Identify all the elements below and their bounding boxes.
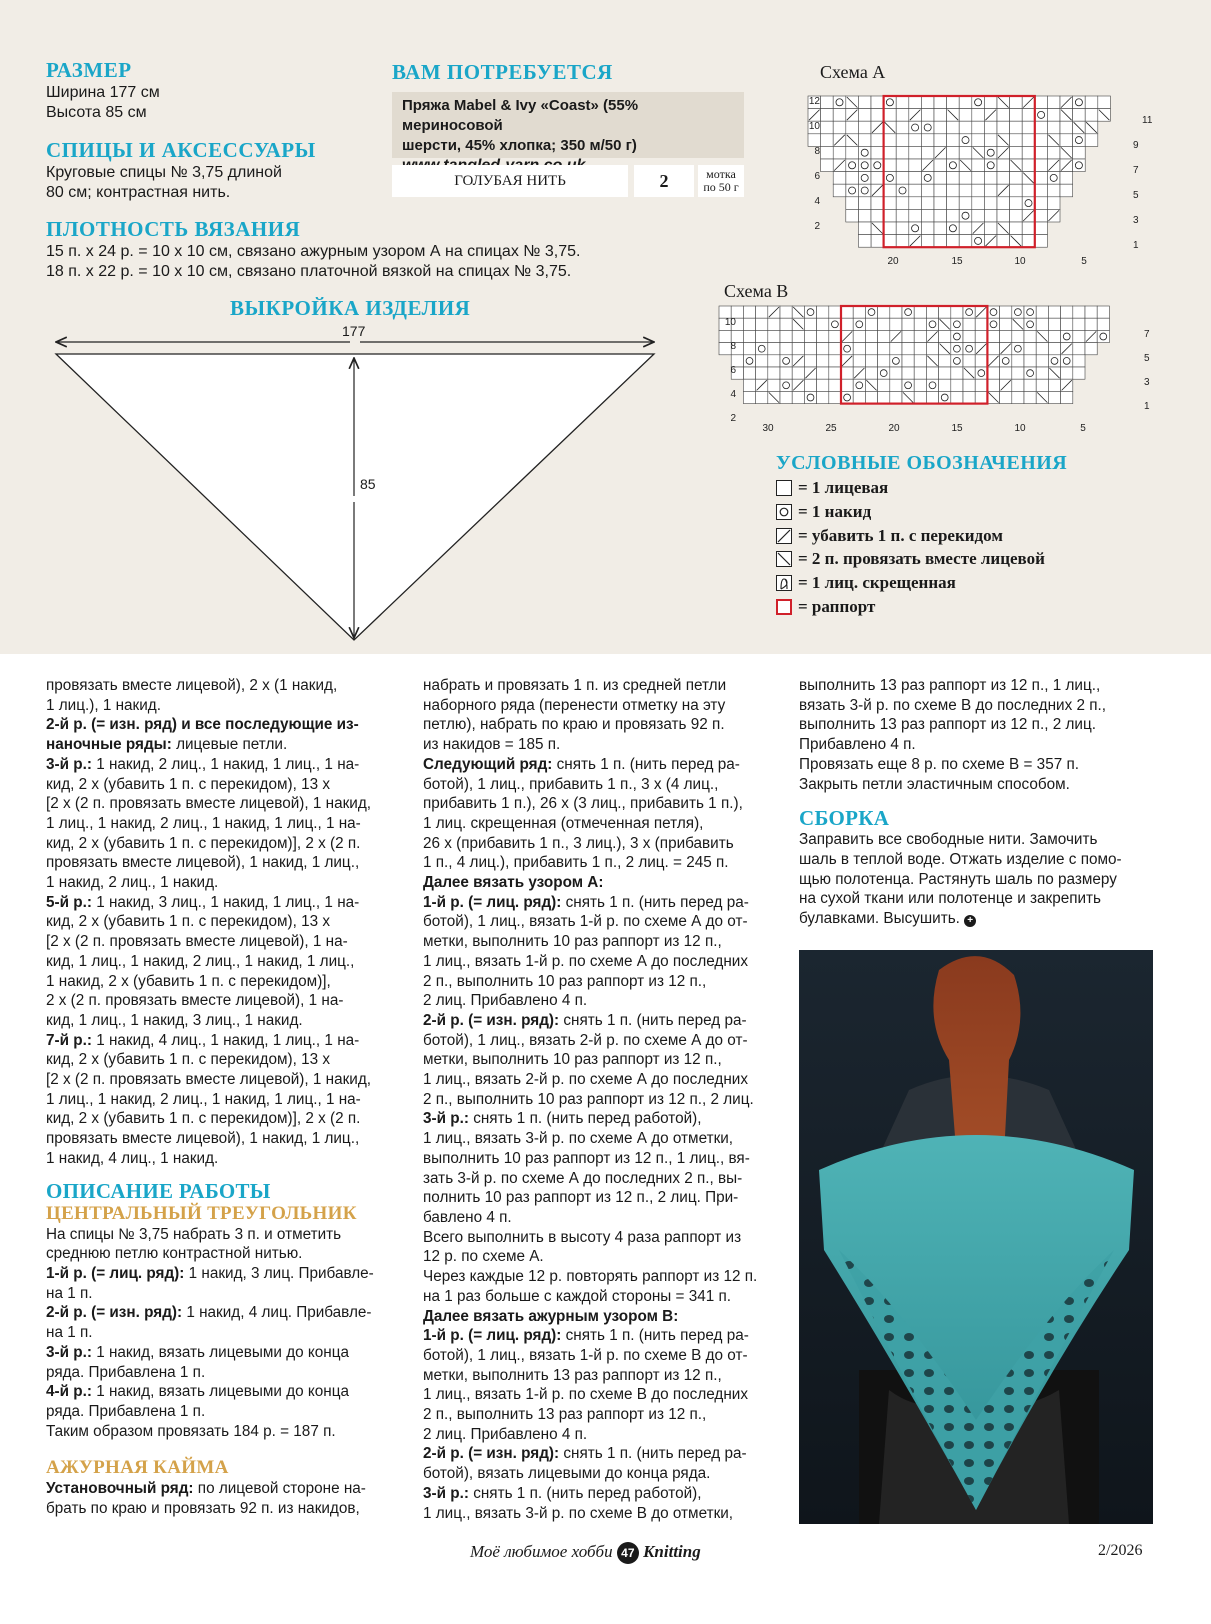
text-line bbox=[46, 1343, 404, 1363]
chart-b-grid bbox=[719, 306, 1109, 404]
legend-repeat bbox=[776, 597, 875, 617]
legend-label: = 1 лиц. скрещенная bbox=[798, 573, 956, 592]
row-label: 2-й р. (= изн. ряд): bbox=[423, 1445, 560, 1463]
row-label: 1-й р. (= лиц. ряд): bbox=[423, 893, 562, 911]
text-line: на 1 раз больше с каждой стороны = 341 п. bbox=[423, 1287, 732, 1305]
chart-a-row-label: 8 bbox=[814, 146, 820, 157]
pattern-heading: ВЫКРОЙКА ИЗДЕЛИЯ bbox=[230, 296, 471, 320]
text-line: петлю), набрать по краю и провязать 92 п. bbox=[423, 716, 725, 734]
yarn-unit bbox=[698, 165, 744, 197]
row-text: булавками. Высушить. bbox=[799, 910, 960, 928]
text-line: кид, 2 х (убавить 1 п. с перекидом)], 2 х (2 п. bbox=[46, 1110, 361, 1128]
pattern-diagram bbox=[40, 320, 670, 650]
chart-b-col-label: 30 bbox=[762, 423, 774, 434]
chart-a-col-label: 15 bbox=[951, 256, 963, 267]
pattern-height-label: 85 bbox=[360, 476, 376, 492]
text-line bbox=[46, 1382, 404, 1402]
chart-a bbox=[800, 90, 1153, 270]
text-line: ряда. Прибавлена 1 п. bbox=[46, 1363, 206, 1381]
magazine-subtitle: Knitting bbox=[643, 1542, 701, 1561]
text-line: метки, выполнить 10 раз раппорт из 12 п., bbox=[423, 1051, 722, 1069]
text-line: 2 х (2 п. провязать вместе лицевой), 1 на- bbox=[46, 992, 344, 1010]
text-line: ботой), 1 лиц., прибавить 1 п., 3 х (4 лиц., bbox=[423, 775, 719, 793]
text-line: наборного ряда (перенести отметку на эту bbox=[423, 696, 726, 714]
text-line: кид, 1 лиц., 1 накид, 3 лиц., 1 накид. bbox=[46, 1011, 303, 1029]
chart-b-row-label: 5 bbox=[1144, 353, 1150, 364]
chart-b-row-label: 10 bbox=[724, 317, 736, 328]
twisted-knit-icon bbox=[776, 575, 792, 591]
chart-a-col-label: 5 bbox=[1081, 256, 1087, 267]
row-text: 1 накид, 3 лиц. Прибавле- bbox=[184, 1264, 374, 1282]
row-text: 1 накид, 3 лиц., 1 накид, 1 лиц., 1 на- bbox=[91, 893, 360, 911]
text-line: 1 лиц., вязать 3-й р. по схеме А до отметки, bbox=[423, 1130, 734, 1148]
yarn-color: ГОЛУБАЯ НИТЬ bbox=[392, 165, 628, 197]
legend-label: = 1 накид bbox=[798, 502, 872, 521]
yarn-unit-line1: мотка bbox=[706, 167, 736, 181]
text-line: Через каждые 12 р. повторять раппорт из 12 п. bbox=[423, 1268, 758, 1286]
text-line: метки, выполнить 13 раз раппорт из 12 п., bbox=[423, 1366, 722, 1384]
text-line: провязать вместе лицевой), 1 накид, 1 лиц., bbox=[46, 854, 360, 872]
row-label: 1-й р. (= лиц. ряд): bbox=[423, 1327, 562, 1345]
row-label: 3-й р.: bbox=[423, 1110, 469, 1128]
text-column-2 bbox=[423, 676, 773, 1523]
chart-a-row-label: 12 bbox=[808, 96, 820, 107]
legend-twisted bbox=[776, 573, 956, 593]
chart-b-col-label: 15 bbox=[951, 423, 963, 434]
text-line: 2-й р. (= изн. ряд) и все последующие из- bbox=[46, 716, 359, 734]
row-text: по лицевой стороне на- bbox=[193, 1480, 366, 1498]
legend-yo bbox=[776, 502, 871, 522]
section-heading: ОПИСАНИЕ РАБОТЫ bbox=[46, 1178, 271, 1203]
row-label: 2-й р. (= изн. ряд): bbox=[423, 1011, 560, 1029]
text-line: набрать и провязать 1 п. из средней петли bbox=[423, 677, 727, 694]
row-text: снять 1 п. (нить перед работой), bbox=[468, 1484, 702, 1502]
row-label: 1-й р. (= лиц. ряд): bbox=[46, 1264, 185, 1282]
row-text: 1 накид, 2 лиц., 1 накид, 1 лиц., 1 на- bbox=[91, 755, 360, 773]
text-line: кид, 2 х (убавить 1 п. с перекидом), 13 х bbox=[46, 1051, 330, 1069]
text-line bbox=[423, 1326, 773, 1346]
text-line: 2 п., выполнить 10 раз раппорт из 12 п., 2 лиц. bbox=[423, 1090, 754, 1108]
text-line: Далее вязать узором А: bbox=[423, 874, 604, 892]
legend-ssk bbox=[776, 526, 1003, 546]
text-line: 1 лиц., 1 накид, 2 лиц., 1 накид, 1 лиц., 1 на- bbox=[46, 1090, 361, 1108]
gauge-line2: 18 п. х 22 р. = 10 х 10 см, связано платочной вязкой на спицах № 3,75. bbox=[46, 263, 572, 280]
shawl-triangle bbox=[56, 354, 654, 640]
row-label: Установочный ряд: bbox=[46, 1480, 194, 1498]
row-label: Следующий ряд: bbox=[423, 755, 553, 773]
text-line: 1 лиц., вязать 1-й р. по схеме В до последних bbox=[423, 1386, 748, 1404]
section-heading: СБОРКА bbox=[799, 806, 890, 831]
text-line: Далее вязать ажурным узором В: bbox=[423, 1307, 679, 1325]
row-label: 3-й р.: bbox=[46, 755, 92, 773]
row-label: 3-й р.: bbox=[46, 1343, 92, 1361]
chart-b-row-label: 3 bbox=[1144, 377, 1150, 388]
text-line: Провязать еще 8 р. по схеме В = 357 п. bbox=[799, 755, 1079, 773]
row-text: снять 1 п. (нить перед ра- bbox=[552, 755, 740, 773]
text-line: ботой), 1 лиц., вязать 1-й р. по схеме В до от- bbox=[423, 1346, 748, 1364]
needles-section bbox=[46, 140, 316, 203]
text-line: 2 п., выполнить 10 раз раппорт из 12 п., bbox=[423, 972, 707, 990]
chart-a-row-label: 3 bbox=[1133, 215, 1139, 226]
row-label: 5-й р.: bbox=[46, 893, 92, 911]
text-line: 1 лиц., вязать 3-й р. по схеме В до отметки, bbox=[423, 1504, 734, 1522]
repeat-icon bbox=[776, 599, 792, 615]
yarn-line1: Пряжа Mabel & Ivy «Coast» (55% мериносовой bbox=[402, 97, 639, 134]
text-line: 2 п., выполнить 13 раз раппорт из 12 п., bbox=[423, 1406, 707, 1424]
text-line: брать по краю и провязать 92 п. из накидов, bbox=[46, 1500, 360, 1518]
text-line: 1 лиц. скрещенная (отмеченная петля), bbox=[423, 814, 704, 832]
chart-a-title: Схема А bbox=[820, 62, 886, 82]
text-line: Прибавлено 4 п. bbox=[799, 736, 916, 754]
text-line: на 1 п. bbox=[46, 1284, 93, 1302]
text-line bbox=[46, 755, 404, 775]
text-line: провязать вместе лицевой), 2 х (1 накид, bbox=[46, 677, 338, 694]
text-line: ряда. Прибавлена 1 п. bbox=[46, 1402, 206, 1420]
text-line: на 1 п. bbox=[46, 1324, 93, 1342]
yarn-qty: 2 bbox=[634, 165, 694, 197]
text-line bbox=[423, 1011, 773, 1031]
gauge-line1: 15 п. х 24 р. = 10 х 10 см, связано ажурным узором А на спицах № 3,75. bbox=[46, 243, 581, 260]
text-line: полнить 10 раз раппорт из 12 п., 2 лиц. При- bbox=[423, 1189, 739, 1207]
text-line bbox=[423, 1484, 773, 1504]
chart-b-col-label: 10 bbox=[1014, 423, 1026, 434]
row-text: снять 1 п. (нить перед работой), bbox=[468, 1110, 702, 1128]
legend-label: = убавить 1 п. с перекидом bbox=[798, 526, 1003, 545]
text-line: выполнить 13 раз раппорт из 12 п., 2 лиц. bbox=[799, 716, 1096, 734]
chart-a-row-label: 9 bbox=[1133, 140, 1139, 151]
row-text: 1 накид, вязать лицевыми до конца bbox=[91, 1343, 349, 1361]
legend-knit bbox=[776, 478, 888, 498]
legend-label: = 2 п. провязать вместе лицевой bbox=[798, 549, 1045, 568]
chart-b-row-label: 4 bbox=[730, 389, 736, 400]
chart-a-col-label: 10 bbox=[1014, 256, 1026, 267]
text-line: 26 х (прибавить 1 п., 3 лиц.), 3 х (прибавить bbox=[423, 834, 734, 852]
chart-a-row-label: 5 bbox=[1133, 190, 1139, 201]
size-width: Ширина 177 см bbox=[46, 84, 160, 101]
text-column-1 bbox=[46, 676, 404, 1519]
text-line: На спицы № 3,75 набрать 3 п. и отметить bbox=[46, 1225, 342, 1243]
chart-b-row-label: 7 bbox=[1144, 329, 1150, 340]
text-line bbox=[423, 893, 773, 913]
text-line: ботой), 1 лиц., вязать 1-й р. по схеме А до от- bbox=[423, 913, 748, 931]
chart-b-col-label: 25 bbox=[825, 423, 837, 434]
chart-a-row-label: 10 bbox=[808, 121, 820, 132]
text-line: кид, 2 х (убавить 1 п. с перекидом), 13 х bbox=[46, 913, 330, 931]
subsection-heading: АЖУРНАЯ КАЙМА bbox=[46, 1457, 229, 1479]
chart-b-row-label: 1 bbox=[1144, 401, 1150, 412]
needles-heading: СПИЦЫ И АКСЕССУАРЫ bbox=[46, 138, 316, 162]
page-number-badge: 47 bbox=[617, 1542, 639, 1564]
row-label: наночные ряды: bbox=[46, 736, 172, 754]
text-line: шаль в теплой воде. Отжать изделие с помо- bbox=[799, 850, 1122, 868]
row-text: лицевые петли. bbox=[171, 736, 288, 754]
chart-b-col-label: 20 bbox=[888, 423, 900, 434]
gauge-section bbox=[46, 219, 580, 282]
chart-a-row-label: 6 bbox=[814, 171, 820, 182]
text-line: 1 накид, 2 лиц., 1 накид. bbox=[46, 874, 219, 892]
chart-b bbox=[716, 312, 1156, 440]
pattern-width-label: 177 bbox=[342, 323, 366, 339]
yarn-unit-line2: по 50 г bbox=[703, 180, 739, 194]
text-line: 12 р. по схеме А. bbox=[423, 1248, 544, 1266]
text-line: [2 х (2 п. провязать вместе лицевой), 1 на- bbox=[46, 933, 348, 951]
text-line: провязать вместе лицевой), 1 накид, 1 лиц., bbox=[46, 1130, 360, 1148]
chart-b-row-label: 6 bbox=[730, 365, 736, 376]
yarn-box bbox=[392, 92, 744, 158]
text-line bbox=[46, 1031, 404, 1051]
ssk-icon bbox=[776, 528, 792, 544]
end-mark-icon: + bbox=[964, 915, 976, 927]
chart-a-row-label: 11 bbox=[1142, 115, 1153, 126]
text-line: Заправить все свободные нити. Замочить bbox=[799, 831, 1098, 849]
subsection-heading: ЦЕНТРАЛЬНЫЙ ТРЕУГОЛЬНИК bbox=[46, 1202, 357, 1224]
size-section bbox=[46, 60, 160, 123]
text-line: зать 3-й р. по схеме А до последних 2 п., вы- bbox=[423, 1169, 743, 1187]
legend-heading: УСЛОВНЫЕ ОБОЗНАЧЕНИЯ bbox=[776, 452, 1068, 474]
yarn-over-icon bbox=[776, 504, 792, 520]
text-line: [2 х (2 п. провязать вместе лицевой), 1 накид, bbox=[46, 795, 371, 813]
chart-a-row-label: 7 bbox=[1133, 165, 1139, 176]
text-line: 2 лиц. Прибавлено 4 п. bbox=[423, 992, 588, 1010]
text-line: 2 лиц. Прибавлено 4 п. bbox=[423, 1425, 588, 1443]
text-line: 1 лиц., 1 накид, 2 лиц., 1 накид, 1 лиц., 1 на- bbox=[46, 814, 361, 832]
text-line: 1 накид, 2 х (убавить 1 п. с перекидом)], bbox=[46, 972, 331, 990]
text-line bbox=[423, 1444, 773, 1464]
needles-line2: 80 см; контрастная нить. bbox=[46, 184, 231, 201]
row-label: 2-й р. (= изн. ряд): bbox=[46, 1304, 183, 1322]
text-line bbox=[46, 893, 404, 913]
text-line: метки, выполнить 10 раз раппорт из 12 п., bbox=[423, 933, 722, 951]
row-text: 1 накид, 4 лиц. Прибавле- bbox=[182, 1304, 372, 1322]
chart-a-row-label: 1 bbox=[1133, 240, 1139, 251]
row-label: 4-й р.: bbox=[46, 1383, 92, 1401]
chart-b-row-label: 2 bbox=[730, 413, 736, 424]
text-line: кид, 2 х (убавить 1 п. с перекидом)], 2 х (2 п. bbox=[46, 834, 361, 852]
legend-label: = 1 лицевая bbox=[798, 478, 889, 497]
text-line: Таким образом провязать 184 р. = 187 п. bbox=[46, 1422, 336, 1440]
legend-k2tog bbox=[776, 549, 1045, 569]
text-line: среднюю петлю контрастной нитью. bbox=[46, 1245, 303, 1263]
text-line: ботой), 1 лиц., вязать 2-й р. по схеме А до от- bbox=[423, 1031, 748, 1049]
row-label: 7-й р.: bbox=[46, 1031, 92, 1049]
gauge-heading: ПЛОТНОСТЬ ВЯЗАНИЯ bbox=[46, 217, 301, 241]
text-line: 1 лиц., вязать 1-й р. по схеме А до последних bbox=[423, 952, 748, 970]
row-text: снять 1 п. (нить перед ра- bbox=[559, 1445, 747, 1463]
text-line bbox=[46, 1264, 404, 1284]
text-line bbox=[799, 909, 1169, 929]
footer-magazine bbox=[470, 1542, 701, 1564]
row-text: снять 1 п. (нить перед ра- bbox=[561, 893, 749, 911]
text-line: из накидов = 185 п. bbox=[423, 736, 561, 754]
chart-a-col-label: 20 bbox=[887, 256, 899, 267]
text-line: выполнить 13 раз раппорт из 12 п., 1 лиц., bbox=[799, 677, 1101, 694]
k2tog-icon bbox=[776, 551, 792, 567]
knit-symbol-icon bbox=[776, 480, 792, 496]
size-heading: РАЗМЕР bbox=[46, 58, 132, 82]
chart-a-grid bbox=[808, 96, 1110, 247]
text-line: ботой), вязать лицевыми до конца ряда. bbox=[423, 1465, 711, 1483]
text-line bbox=[423, 755, 773, 775]
chart-b-col-label: 5 bbox=[1080, 423, 1086, 434]
text-line: вязать 3-й р. по схеме В до последних 2 п., bbox=[799, 696, 1107, 714]
legend-label: = раппорт bbox=[798, 597, 876, 616]
text-line: прибавить 1 п.), 26 х (3 лиц., прибавить 1 п.), bbox=[423, 795, 743, 813]
row-text: 1 накид, вязать лицевыми до конца bbox=[91, 1383, 349, 1401]
text-column-3 bbox=[799, 676, 1169, 929]
text-line bbox=[423, 1109, 773, 1129]
text-line: 1 лиц.), 1 накид. bbox=[46, 696, 161, 714]
text-line bbox=[46, 1303, 404, 1323]
text-line: Всего выполнить в высоту 4 раза раппорт из bbox=[423, 1228, 742, 1246]
row-text: 1 накид, 4 лиц., 1 накид, 1 лиц., 1 на- bbox=[91, 1031, 360, 1049]
text-line bbox=[46, 735, 404, 755]
text-line: на сухой ткани или полотенце и закрепить bbox=[799, 890, 1102, 908]
row-text: снять 1 п. (нить перед ра- bbox=[561, 1327, 749, 1345]
materials-heading: ВАМ ПОТРЕБУЕТСЯ bbox=[392, 60, 613, 84]
chart-a-row-label: 4 bbox=[814, 196, 820, 207]
shawl-photo bbox=[799, 950, 1153, 1524]
chart-b-title: Схема В bbox=[724, 281, 789, 301]
text-line bbox=[46, 1479, 404, 1499]
needles-line1: Круговые спицы № 3,75 длиной bbox=[46, 164, 282, 181]
yarn-line2: шерсти, 45% хлопка; 350 м/50 г) bbox=[402, 137, 637, 154]
text-line: кид, 2 х (убавить 1 п. с перекидом), 13 х bbox=[46, 775, 330, 793]
issue-number: 2/2026 bbox=[1098, 1542, 1143, 1559]
text-line: кид, 1 лиц., 1 накид, 2 лиц., 1 накид, 1 лиц., bbox=[46, 952, 355, 970]
magazine-name: Моё любимое хобби bbox=[470, 1542, 613, 1561]
row-text: снять 1 п. (нить перед ра- bbox=[559, 1011, 747, 1029]
row-label: 3-й р.: bbox=[423, 1484, 469, 1502]
chart-b-row-label: 8 bbox=[730, 341, 736, 352]
text-line: 1 п., 4 лиц.), прибавить 1 п., 2 лиц. = 245 п. bbox=[423, 854, 729, 872]
text-line: Закрыть петли эластичным способом. bbox=[799, 775, 1070, 793]
text-line: 1 лиц., вязать 2-й р. по схеме А до последних bbox=[423, 1071, 748, 1089]
text-line: бавлено 4 п. bbox=[423, 1208, 512, 1226]
text-line: щью полотенца. Растянуть шаль по размеру bbox=[799, 870, 1117, 888]
text-line: 1 накид, 4 лиц., 1 накид. bbox=[46, 1149, 219, 1167]
text-line: [2 х (2 п. провязать вместе лицевой), 1 накид, bbox=[46, 1071, 371, 1089]
chart-a-row-label: 2 bbox=[814, 221, 820, 232]
size-height: Высота 85 см bbox=[46, 104, 147, 121]
text-line: выполнить 10 раз раппорт из 12 п., 1 лиц., вя- bbox=[423, 1149, 750, 1167]
